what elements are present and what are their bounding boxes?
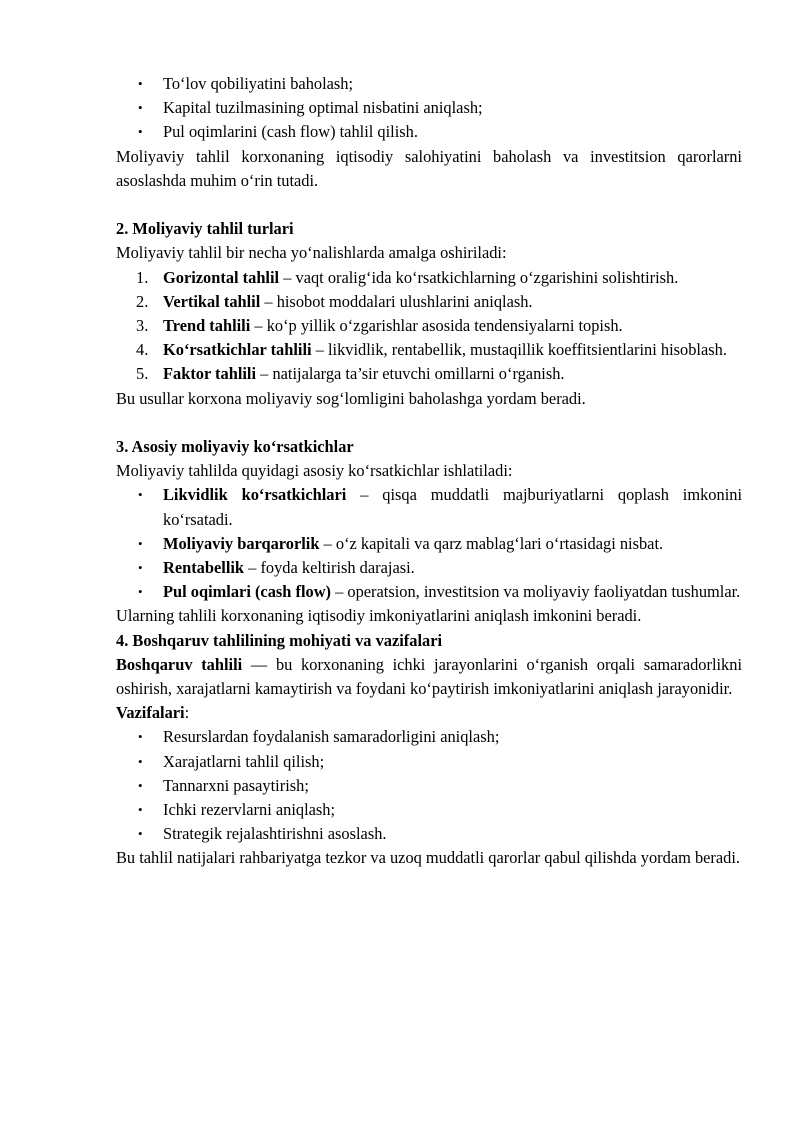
item-description: – hisobot moddalari ulushlarini aniqlash. [260,291,533,311]
item-number: 1. [136,267,149,287]
item-number: 3. [136,316,149,336]
list-item: • Tannarxni pasaytirish; [116,774,742,798]
list-item [116,532,742,556]
intro-paragraph: Moliyaviy tahlil korxonaning iqtisodiy salohiyatini baholash va investitsion qarorlarni asoslashda muhim o‘rin tutadi. [116,146,742,190]
item-term: Faktor tahlili [163,364,257,384]
list-item: • Resurslardan foydalanish samaradorligini aniqlash; [116,725,742,749]
section-4-task-list [116,725,742,846]
list-item [116,338,742,362]
item-number: 4. [136,340,149,360]
list-item [116,556,742,580]
section-4-heading: 4. Boshqaruv tahlilining mohiyati va vazifalari [116,630,443,650]
list-item [116,362,742,386]
section-2-closing: Bu usullar korxona moliyaviy sog‘lomligini baholashga yordam beradi. [116,388,586,408]
list-item: • Ichki rezervlarni aniqlash; [116,798,742,822]
section-4-closing: Bu tahlil natijalari rahbariyatga tezkor va uzoq muddatli qarorlar qabul qilishda yordam beradi. [116,848,740,868]
list-item [116,314,742,338]
section-3-lead: Moliyaviy tahlilda quyidagi asosiy ko‘rsatkichlar ishlatiladi: [116,461,513,481]
tasks-label: Vazifalari [116,703,185,723]
item-description: – ko‘p yillik o‘zgarishlar asosida tendensiyalarni topish. [250,316,623,336]
list-item [116,483,742,531]
tasks-label-line [116,701,742,725]
item-description: – likvidlik, rentabellik, mustaqillik koeffitsientlarini hisoblash. [311,340,727,360]
list-item: • Xarajatlarni tahlil qilish; [116,750,742,774]
blank-line [116,193,742,217]
blank-line [116,411,742,435]
item-term: Vertikal tahlil [163,291,261,311]
item-description: – qisqa muddatli majburiyatlarni qoplash imkonini ko‘rsatadi. [163,485,742,529]
item-description: – operatsion, investitsion va moliyaviy faoliyatdan tushumlar. [331,582,741,602]
section-3-bullet-list [116,483,742,604]
definition-text: — bu korxonaning ichki jarayonlarini o‘rganish orqali samaradorlikni oshirish, xarajatlarni kamaytirish va foydani ko‘paytirish imkoniyatlarini aniqlash jarayonidir. [116,654,743,699]
item-term: Trend tahlili [163,316,251,336]
intro-bullet-list [116,72,742,145]
list-item [116,290,742,314]
list-item [116,266,742,290]
item-number: 5. [136,364,149,384]
item-number: 2. [136,291,149,311]
list-item: • Strategik rejalashtirishni asoslash. [116,822,742,846]
item-term: Pul oqimlari (cash flow) [163,582,331,602]
item-description: – o‘z kapitali va qarz mablag‘lari o‘rtasidagi nisbat. [319,533,664,553]
tasks-colon: : [184,703,190,723]
list-item [116,580,742,604]
definition-term: Boshqaruv tahlili [116,654,243,674]
item-term: Ko‘rsatkichlar tahlili [163,340,312,360]
item-term: Gorizontal tahlil [163,267,280,287]
section-4-definition [116,653,742,701]
section-2-lead: Moliyaviy tahlil bir necha yo‘nalishlarda amalga oshiriladi: [116,243,507,263]
section-3-heading: 3. Asosiy moliyaviy ko‘rsatkichlar [116,437,354,457]
item-term: Rentabellik [163,558,245,578]
section-3-closing: Ularning tahlili korxonaning iqtisodiy imkoniyatlarini aniqlash imkonini beradi. [116,606,642,626]
section-2-heading: 2. Moliyaviy tahlil turlari [116,219,294,239]
item-description: – natijalarga ta’sir etuvchi omillarni o‘rganish. [256,364,565,384]
list-item: • To‘lov qobiliyatini baholash; [116,72,742,96]
item-term: Likvidlik ko‘rsatkichlari [163,485,347,505]
item-description: – vaqt oralig‘ida ko‘rsatkichlarning o‘zgarishini solishtirish. [279,267,679,287]
item-description: – foyda keltirish darajasi. [244,558,415,578]
list-item: • Pul oqimlarini (cash flow) tahlil qilish. [116,120,742,144]
section-2-numbered-list [116,266,742,387]
list-item: • Kapital tuzilmasining optimal nisbatini aniqlash; [116,96,742,120]
item-term: Moliyaviy barqarorlik [163,533,320,553]
